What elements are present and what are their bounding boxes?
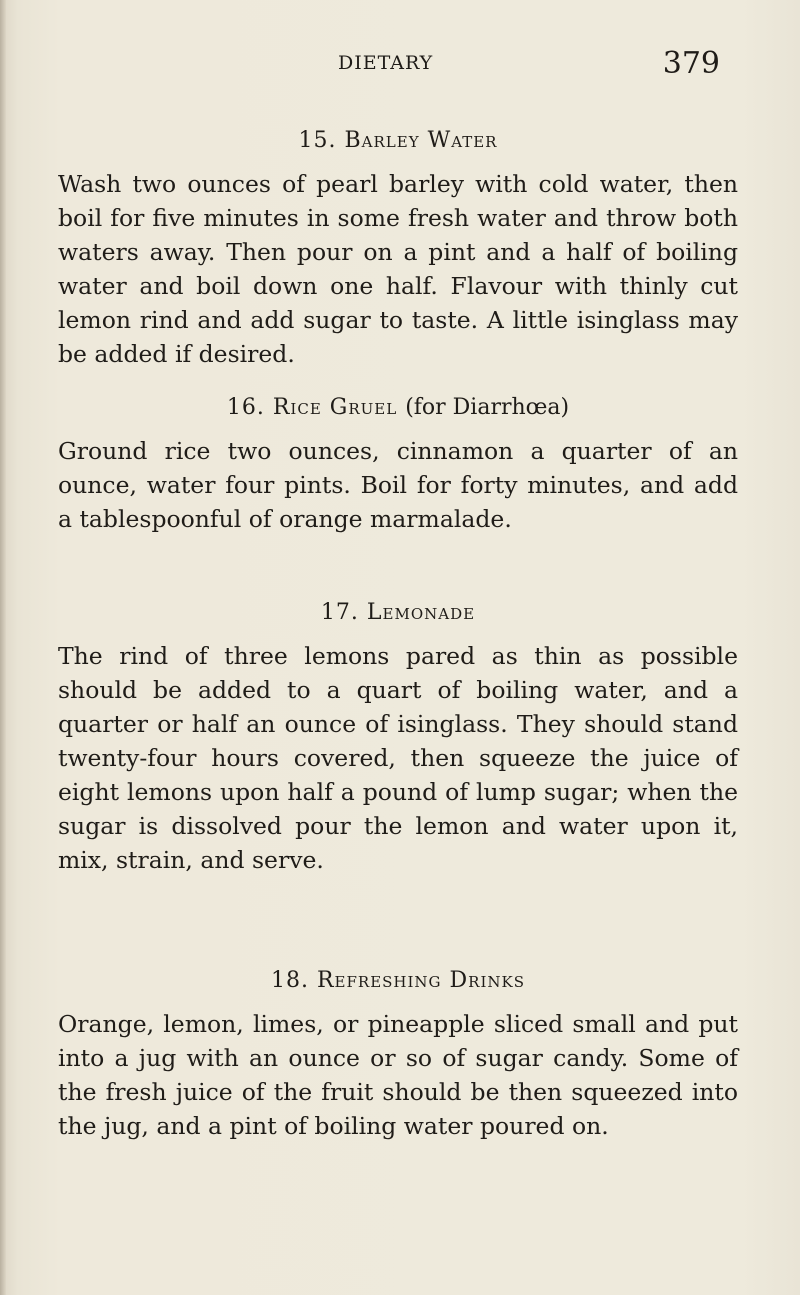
recipe-heading (58, 128, 738, 153)
recipe-body: Orange, lemon, limes, or pineapple sliced small and put into a jug with an ounce or so of sugar candy. Some of the fresh juice of the fruit should be then squeezed into the jug, and a pint of boiling water poured on. (58, 1010, 738, 1140)
recipe-title: 17. Lemonade (320, 600, 476, 625)
recipe-rice-gruel (58, 395, 738, 536)
page-spine-shadow (0, 0, 6, 1295)
running-head (90, 46, 720, 86)
recipe-refreshing-drinks (58, 968, 738, 1143)
recipe-body: Ground rice two ounces, cinnamon a quarter of an ounce, water four pints. Boil for forty minutes, and add a tablespoonful of orange marmalade. (58, 437, 738, 533)
recipe-heading (58, 600, 738, 625)
recipe-barley-water (58, 128, 738, 371)
page-number: 379 (662, 46, 720, 81)
recipe-body: Wash two ounces of pearl barley with cold water, then boil for five minutes in some fresh water and throw both waters away. Then pour on a pint and a half of boiling water and boil down one half. Flavour with thinly cut lemon rind and add sugar to taste. A little isinglass may be added if desired. (58, 170, 738, 368)
recipe-heading (58, 968, 738, 993)
recipe-title: 16. Rice Gruel (226, 395, 398, 420)
recipe-title: 18. Refreshing Drinks (271, 968, 525, 993)
recipe-lemonade (58, 600, 738, 877)
recipe-heading (58, 395, 738, 420)
recipe-body: The rind of three lemons pared as thin as possible should be added to a quart of boiling water, and a quarter or half an ounce of isinglass. They should stand twenty-four hours covered, then squeeze the juice of eight lemons upon half a pound of lump sugar; when the sugar is dissolved pour the lemon and water upon it, mix, strain, and serve. (58, 642, 738, 874)
recipe-subtitle: (for Diarrhœa) (405, 395, 570, 420)
running-title: DIETARY (338, 52, 434, 74)
recipe-title: 15. Barley Water (298, 128, 498, 153)
